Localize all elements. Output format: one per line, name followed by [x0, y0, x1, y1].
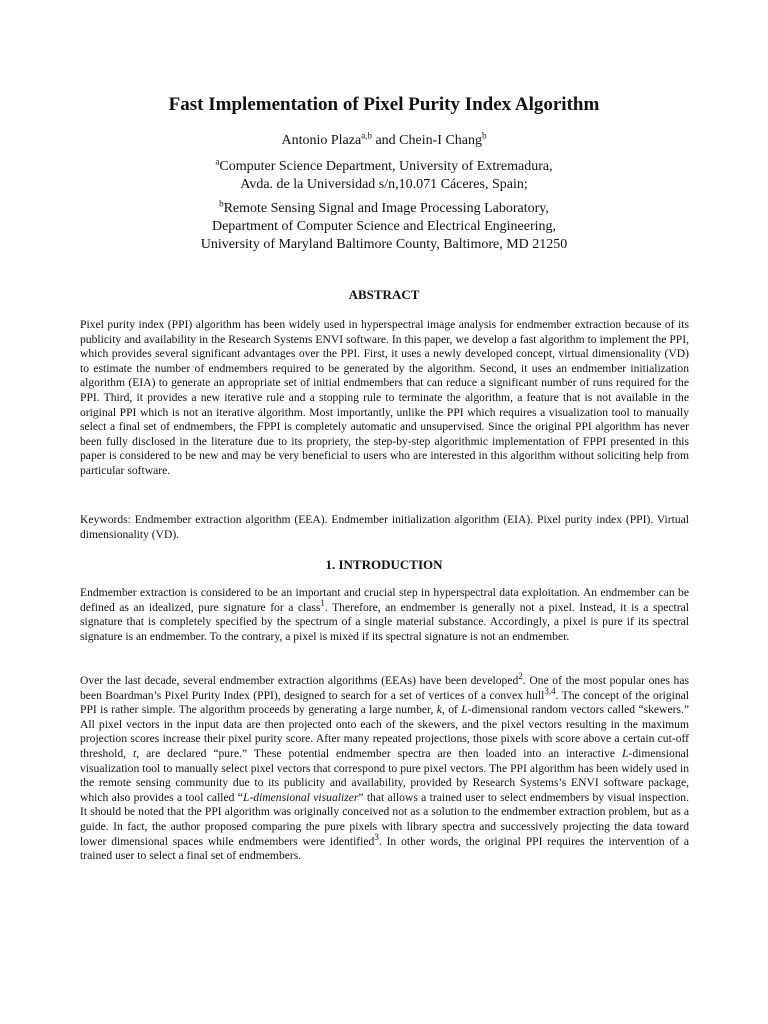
affiliation-line: Avda. de la Universidad s/n,10.071 Cáceres, Spain;: [240, 177, 528, 192]
affiliation-a: [0, 158, 768, 194]
abstract-paragraph: Pixel purity index (PPI) algorithm has been widely used in hyperspectral image analysis for endmember extraction because of its publicity and availability in the Research Systems ENVI software. In this paper, we develop a fast algorithm to implement the PPI, which provides several significant advantages over the PPI. First, it uses a newly developed concept, virtual dimensionality (VD) to estimate the number of endmembers required to be generated by the algorithm. Second, it uses an endmember initialization algorithm (EIA) to generate an appropriate set of initial endmembers that can reduce a significant number of runs required for the PPI. Third, it provides a new iterative rule and a stopping rule to terminate the algorithm, a feature that is not available in the original PPI which is not an iterative algorithm. Most importantly, unlike the PPI which requires a visualization tool to manually select a final set of endmembers, the FPPI is completely automatic and unsupervised. Since the original PPI algorithm has never been fully disclosed in the literature due to its propriety, the step-by-step algorithmic implementation of FPPI presented in this paper is considered to be new and may be very beneficial to users who are interested in this algorithm without soliciting help from particular software.: [80, 318, 689, 477]
affiliation-line: Remote Sensing Signal and Image Processing Laboratory,: [223, 201, 549, 216]
text-run: Over the last decade, several endmember extraction algorithms (EEAs) have been developed: [80, 674, 519, 687]
citation-ref: 3,4: [544, 685, 556, 696]
author-conjunction: and: [371, 133, 400, 148]
affiliation-line: University of Maryland Baltimore County, Baltimore, MD 21250: [200, 237, 568, 252]
affiliation-line: Department of Computer Science and Electrical Engineering,: [211, 219, 557, 234]
math-variable: k: [436, 703, 442, 717]
math-variable: L: [622, 746, 629, 760]
text-run: . One of the most popular ones has been Boardman’s Pixel Purity Index (PPI), designed to search for a set of vertices of a convex hull: [80, 674, 689, 702]
text-run: , are declared “pure.” These potential endmember spectra are then loaded into an interactive: [136, 746, 622, 760]
text-run: -dimensional random vectors called “skewers.” All pixel vectors in the input data are then projected onto each of the skewers, and the pixel vectors resulting in the maximum projection scores increase their pixel purity score. After many repeated projections, those pixels with score above a certain cut-off threshold,: [80, 703, 690, 760]
citation-ref: 3: [374, 831, 379, 842]
math-variable: L: [461, 703, 468, 717]
citation-ref: 2: [518, 671, 523, 682]
italic-term: L-dimensional visualizer: [242, 790, 359, 804]
author-affiliation-marker: b: [482, 130, 487, 141]
introduction-paragraph-1: [80, 586, 689, 644]
author-name: Antonio Plaza: [281, 133, 362, 148]
affiliation-marker: b: [219, 198, 224, 209]
affiliation-marker: a: [215, 156, 220, 167]
text-run: -dimensional visualization tool to manually select pixel vectors that correspond to pure pixel vectors. The PPI algorithm has been widely used in the remote sensing community due to its publicity and availability, provided by Research Systems’s ENVI software package, which also provides a tool called “: [80, 746, 689, 804]
paper-title: Fast Implementation of Pixel Purity Index Algorithm: [168, 94, 600, 115]
text-run: . Therefore, an endmember is generally not a pixel. Instead, it is a spectral signature that is completely specified by the spectrum of a single material substance. Accordingly, a pixel is pure if its spectral signature is an endmember. To the contrary, a pixel is mixed if its spectral signature is not an endmember.: [80, 600, 689, 643]
affiliation-b: [0, 200, 768, 254]
introduction-heading: 1. INTRODUCTION: [325, 557, 443, 572]
author-name: Chein-I Chang: [399, 133, 482, 148]
text-run: , of: [441, 703, 462, 717]
citation-ref: 1: [320, 597, 325, 608]
introduction-paragraph-2: [80, 671, 690, 864]
math-variable: t: [133, 746, 137, 760]
text-run: . In other words, the original PPI requires the intervention of a trained user to select a final set of endmembers.: [80, 834, 689, 863]
author-affiliation-marker: a,b: [361, 130, 372, 141]
text-run: ” that allows a trained user to select endmembers by visual inspection. It should be noted that the PPI algorithm was originally conceived not as a solution to the endmember extraction problem, but as a guide. In fact, the author proposed comparing the pure pixels with library spectra and successively projecting the data toward lower dimensional spaces while endmembers were identified: [80, 790, 689, 848]
text-run: . The concept of the original PPI is rather simple. The algorithm proceeds by generating a large number,: [80, 688, 690, 717]
text-run: Endmember extraction is considered to be an important and crucial step in hyperspectral data exploitation. An endmember can be defined as an idealized, pure signature for a class: [80, 586, 689, 614]
affiliation-line: Computer Science Department, University of Extremadura,: [219, 159, 553, 174]
abstract-heading: ABSTRACT: [348, 287, 420, 302]
author-line: [0, 132, 768, 150]
keywords-paragraph: Keywords: Endmember extraction algorithm (EEA). Endmember initialization algorithm (EIA). Pixel purity index (PPI). Virtual dimensionality (VD).: [80, 513, 689, 541]
